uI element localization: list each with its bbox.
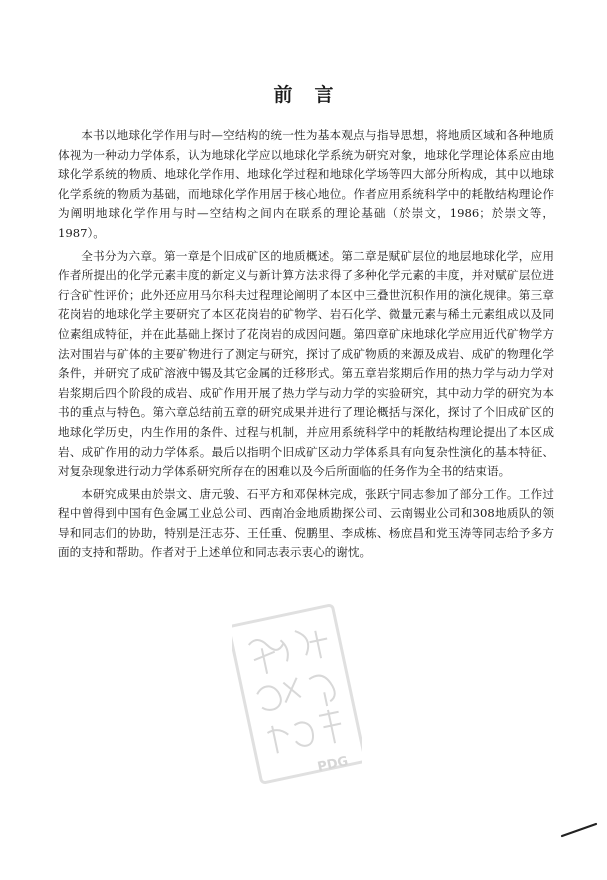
paragraph-2: 全书分为六章。第一章是个旧成矿区的地质概述。第二章是赋矿层位的地层地球化学，应用作者所提出的化学元素丰度的新定义与新计算方法求得了多种化学元素的丰度，并对赋矿层位进行含矿性评价；此外还应用马尔科夫过程理论阐明了本区中三叠世沉积作用的演化规律。第三章花岗岩的地球化学主要研究了本区花岗岩的矿物学、岩石化学、微量元素与稀土元素组成以及同位素组成特征，并在此基础上探讨了花岗岩的成因问题。第四章矿床地球化学应用近代矿物学方法对围岩与矿体的主要矿物进行了测定与研究，探讨了成矿物质的来源及成岩、成矿的物理化学条件，并研究了成矿溶液中锡及其它金属的迁移形式。第五章岩浆期后作用的热力学与动力学对岩浆期后四个阶段的成岩、成矿作用开展了热力学与动力学的实验研究，其中动力学的研究为本书的重点与特色。第六章总结前五章的研究成果并进行了理论概括与深化，探讨了个旧成矿区的地球化学历史，内生作用的条件、过程与机制，并应用系统科学中的耗散结构理论提出了本区成岩、成矿作用的动力学体系。最后以指明个旧成矿区动力学体系具有向复杂性演化的基本特征、对复杂现象进行动力学体系研究所存在的困难以及今后所面临的任务作为全书的结束语。 <box>58 248 554 479</box>
preface-body <box>58 126 554 563</box>
watermark-text: PDG <box>316 754 350 776</box>
library-seal-stamp <box>232 602 362 787</box>
paragraph-3: 本研究成果由於崇文、唐元骏、石平方和邓保林完成，张跃宁同志参加了部分工作。工作过程中曾得到中国有色金属工业总公司、西南冶金地质勘探公司、云南锡业公司和308地质队的领导和同志们的协助，特别是汪志芬、王任重、倪鹏里、李成栋、杨庶昌和党玉涛等同志给予多方面的支持和帮助。作者对于上述单位和同志表示衷心的谢忱。 <box>58 486 554 560</box>
page-title: 前言 <box>273 84 356 106</box>
paragraph-1: 本书以地球化学作用与时—空结构的统一性为基本观点与指导思想，将地质区域和各种地质体视为一种动力学体系，认为地球化学应以地球化学系统为研究对象，地球化学理论体系应由地球化学系统的物质、地球化学作用、地球化学过程和地球化学场等四大部分所构成，其中以地球化学系统的物质为基础，而地球化学作用居于核心地位。作者应用系统科学中的耗散结构理论作为阐明地球化学作用与时—空结构之间内在联系的理论基础（於崇文，1986；於崇文等，1987）。 <box>58 128 554 240</box>
pen-stroke-mark <box>560 820 600 840</box>
